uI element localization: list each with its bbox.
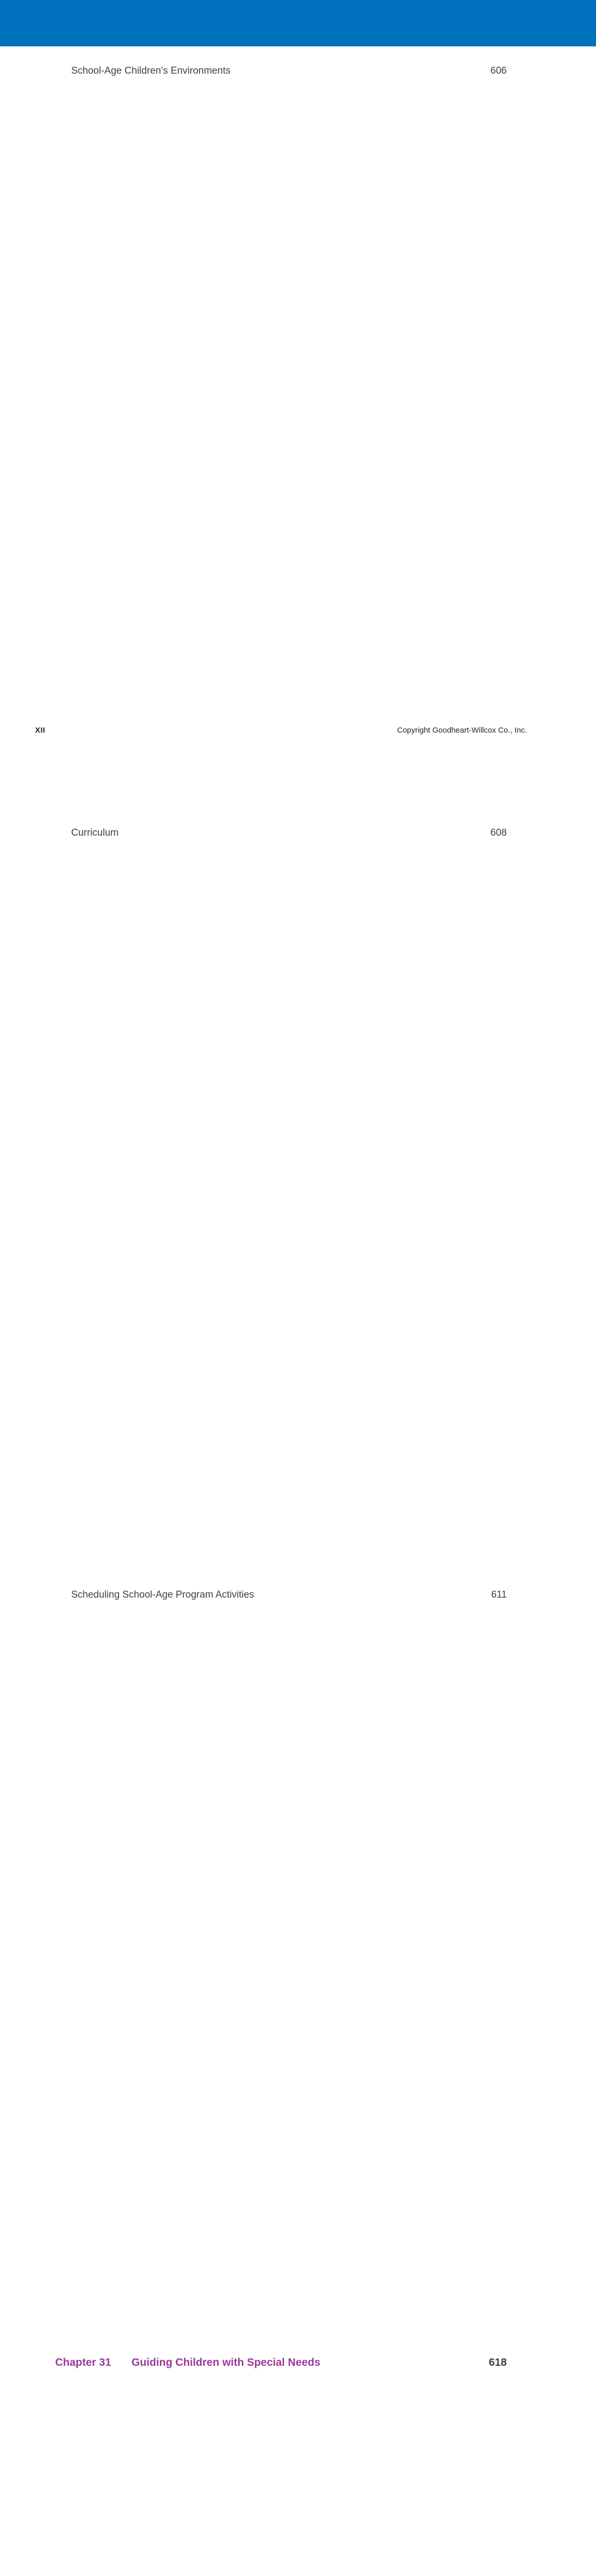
- folio-page-number: XII: [35, 726, 45, 735]
- entry-title: Scheduling School-Age Program Activities: [71, 1589, 254, 1600]
- entry-page-number: 611: [264, 1588, 507, 2350]
- chapter-number-label: Chapter 31: [55, 2357, 111, 2368]
- copyright-notice: Copyright Goodheart-Willcox Co., Inc.: [397, 726, 527, 735]
- toc: [55, 64, 507, 2576]
- toc-section: [55, 64, 507, 2350]
- chapter-page-number: 618: [330, 2355, 507, 2576]
- toc-entry-row: [55, 826, 507, 1588]
- entry-title: School-Age Children’s Environments: [71, 65, 231, 76]
- entry-title: Curriculum: [71, 827, 119, 838]
- toc-entry-row: [55, 1588, 507, 2350]
- toc-section: [55, 2355, 507, 2576]
- chapter-title: Guiding Children with Special Needs: [131, 2357, 321, 2368]
- header-color-bar: [0, 0, 596, 46]
- entry-page-number: 608: [128, 826, 507, 1588]
- chapter-row: [55, 2355, 507, 2576]
- toc-entry-row: [55, 64, 507, 826]
- entry-page-number: 606: [240, 64, 507, 826]
